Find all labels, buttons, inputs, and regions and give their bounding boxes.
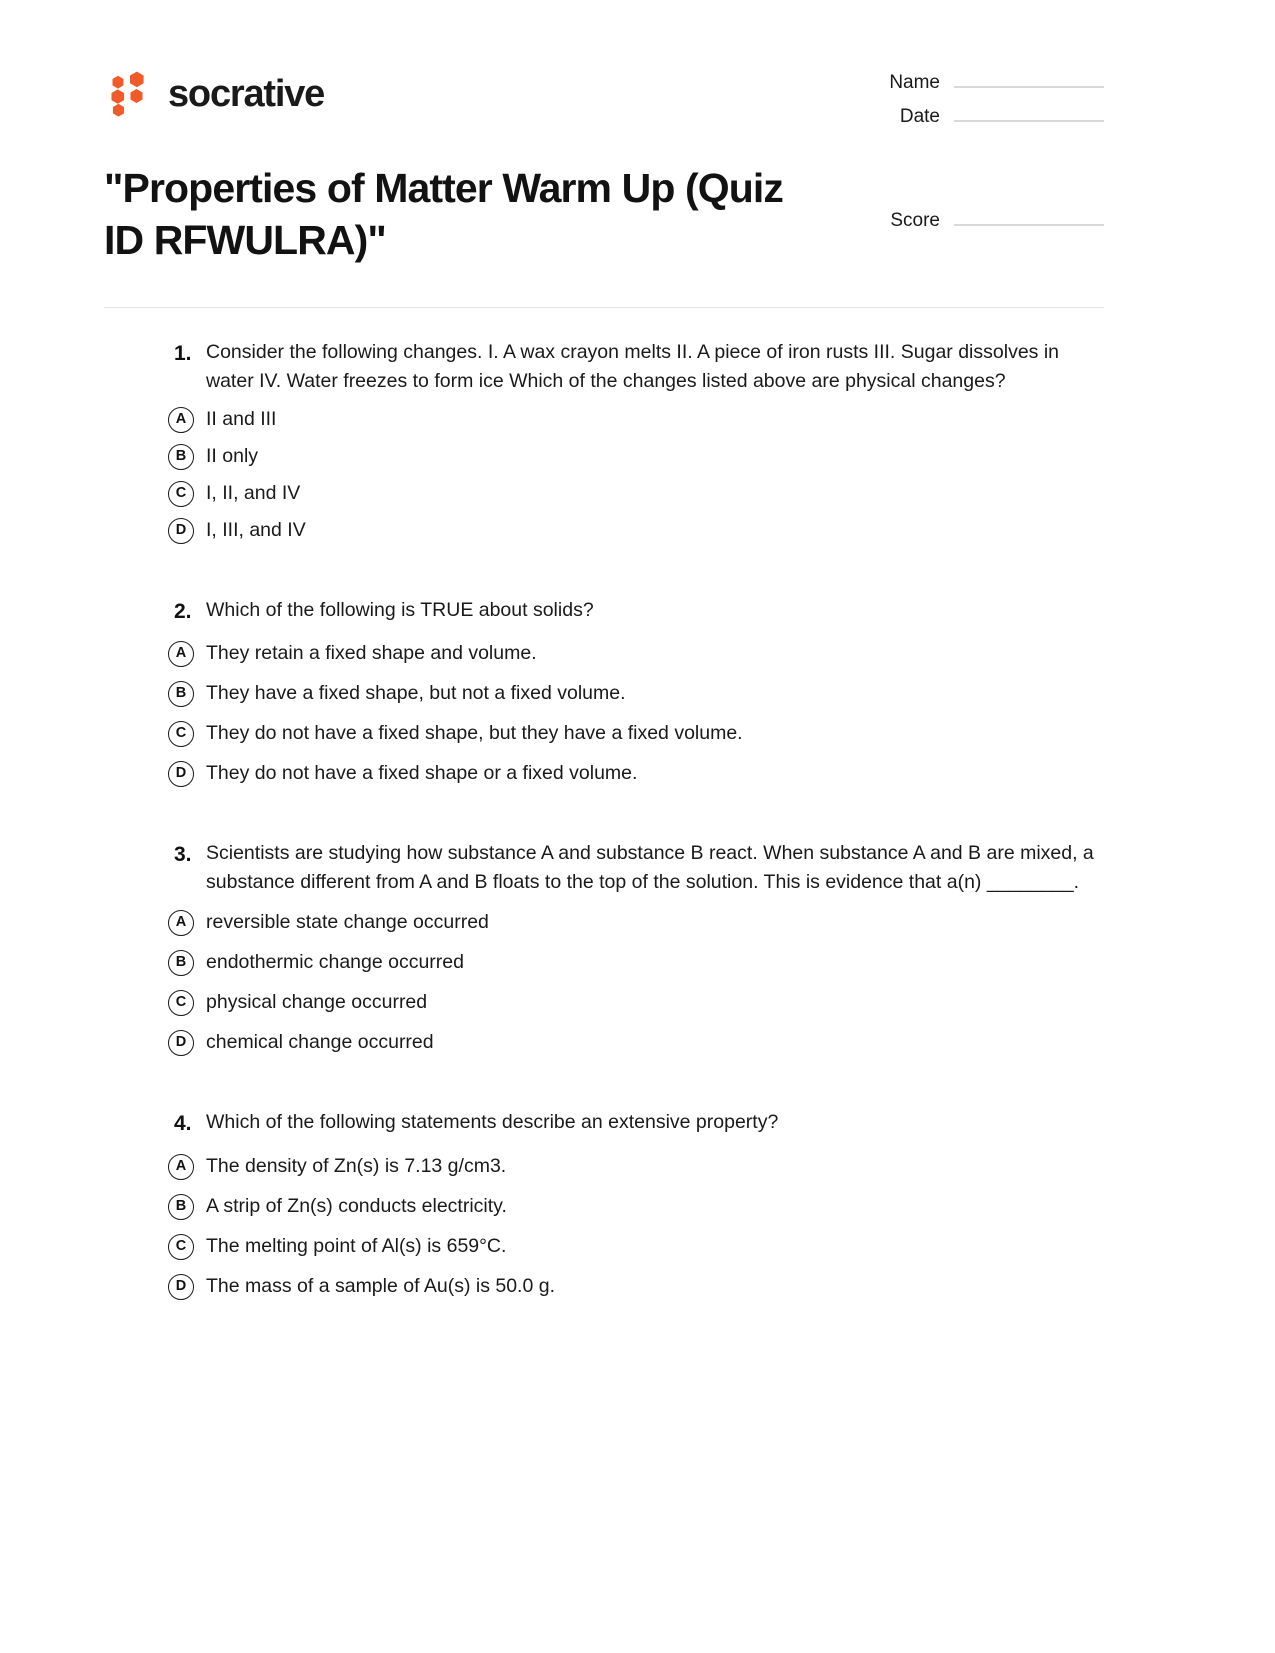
brand-name: socrative xyxy=(168,73,325,115)
question-number: 4. xyxy=(174,1112,192,1136)
option-bubble-b[interactable]: B xyxy=(168,950,194,976)
option-bubble-c[interactable]: C xyxy=(168,481,194,507)
answer-option[interactable] xyxy=(168,909,1104,936)
option-bubble-d[interactable]: D xyxy=(168,1030,194,1056)
answer-option[interactable] xyxy=(168,517,1104,544)
student-info-fields xyxy=(872,58,1104,140)
option-list xyxy=(168,1153,1104,1300)
option-text: physical change occurred xyxy=(206,991,428,1014)
option-bubble-d[interactable]: D xyxy=(168,1274,194,1300)
name-label: Name xyxy=(889,72,940,93)
option-text: I, III, and IV xyxy=(206,518,306,541)
answer-option[interactable] xyxy=(168,406,1104,433)
answer-option[interactable] xyxy=(168,989,1104,1016)
question-text: Which of the following is TRUE about solids? xyxy=(206,598,594,621)
answer-option[interactable] xyxy=(168,640,1104,667)
question-head xyxy=(168,596,1104,627)
option-bubble-a[interactable]: A xyxy=(168,407,194,433)
question-head xyxy=(168,839,1104,897)
question-number: 3. xyxy=(174,842,192,866)
date-field-row xyxy=(872,106,1104,128)
option-list xyxy=(168,909,1104,1056)
option-text: They retain a fixed shape and volume. xyxy=(206,641,537,664)
option-bubble-b[interactable]: B xyxy=(168,681,194,707)
option-text: The melting point of Al(s) is 659°C. xyxy=(206,1234,507,1257)
option-bubble-a[interactable]: A xyxy=(168,641,194,667)
question xyxy=(168,839,1104,1057)
option-text: chemical change occurred xyxy=(206,1031,434,1054)
option-text: II only xyxy=(206,444,259,467)
page-title: "Properties of Matter Warm Up (Quiz ID RFWULRA)" xyxy=(104,165,783,264)
score-field-row xyxy=(872,210,1104,232)
option-text: The mass of a sample of Au(s) is 50.0 g. xyxy=(206,1274,555,1297)
answer-option[interactable] xyxy=(168,480,1104,507)
answer-option[interactable] xyxy=(168,1273,1104,1300)
option-text: A strip of Zn(s) conducts electricity. xyxy=(206,1194,507,1217)
option-text: They do not have a fixed shape or a fixed volume. xyxy=(206,761,638,784)
question-head xyxy=(168,1108,1104,1139)
option-bubble-c[interactable]: C xyxy=(168,990,194,1016)
answer-option[interactable] xyxy=(168,1153,1104,1180)
option-text: They do not have a fixed shape, but they have a fixed volume. xyxy=(206,721,743,744)
option-list xyxy=(168,640,1104,787)
title-block xyxy=(104,162,1104,267)
option-bubble-c[interactable]: C xyxy=(168,1234,194,1260)
header-divider xyxy=(104,307,1104,308)
answer-option[interactable] xyxy=(168,720,1104,747)
option-text: They have a fixed shape, but not a fixed volume. xyxy=(206,681,626,704)
question-text: Consider the following changes. I. A wax crayon melts II. A piece of iron rusts III. Sugar dissolves in water IV. Water freezes to form ice Which of the changes listed above are physical changes? xyxy=(206,340,1060,392)
option-bubble-b[interactable]: B xyxy=(168,444,194,470)
page-header xyxy=(104,58,1104,140)
question xyxy=(168,338,1104,544)
score-input-line[interactable] xyxy=(954,210,1104,226)
option-bubble-d[interactable]: D xyxy=(168,761,194,787)
score-field xyxy=(872,162,1104,244)
name-input-line[interactable] xyxy=(954,72,1104,88)
answer-option[interactable] xyxy=(168,1193,1104,1220)
answer-option[interactable] xyxy=(168,1233,1104,1260)
question xyxy=(168,596,1104,787)
option-text: endothermic change occurred xyxy=(206,951,464,974)
question-number: 2. xyxy=(174,599,192,623)
option-bubble-a[interactable]: A xyxy=(168,1154,194,1180)
answer-option[interactable] xyxy=(168,443,1104,470)
answer-option[interactable] xyxy=(168,680,1104,707)
answer-option[interactable] xyxy=(168,1029,1104,1056)
question-text: Which of the following statements describe an extensive property? xyxy=(206,1111,779,1134)
score-label: Score xyxy=(890,210,940,231)
option-list xyxy=(168,406,1104,544)
brand xyxy=(104,58,324,118)
question-number: 1. xyxy=(174,341,192,365)
option-text: II and III xyxy=(206,407,277,430)
option-bubble-c[interactable]: C xyxy=(168,721,194,747)
option-bubble-a[interactable]: A xyxy=(168,910,194,936)
question-text: Scientists are studying how substance A and substance B react. When substance A and B are mixed, a substance different from A and B floats to the top of the solution. This is evidence that a(n) ________. xyxy=(206,841,1094,893)
name-field-row xyxy=(872,72,1104,94)
question xyxy=(168,1108,1104,1299)
socrative-hexagons-logo-icon xyxy=(104,70,152,118)
sheet-content xyxy=(104,58,1104,1352)
option-text: reversible state change occurred xyxy=(206,911,489,934)
answer-option[interactable] xyxy=(168,760,1104,787)
question-head xyxy=(168,338,1104,396)
option-text: I, II, and IV xyxy=(206,481,301,504)
answer-option[interactable] xyxy=(168,949,1104,976)
option-text: The density of Zn(s) is 7.13 g/cm3. xyxy=(206,1154,507,1177)
option-bubble-b[interactable]: B xyxy=(168,1194,194,1220)
date-input-line[interactable] xyxy=(954,106,1104,122)
option-bubble-d[interactable]: D xyxy=(168,518,194,544)
question-list xyxy=(104,338,1104,1300)
date-label: Date xyxy=(899,106,940,127)
